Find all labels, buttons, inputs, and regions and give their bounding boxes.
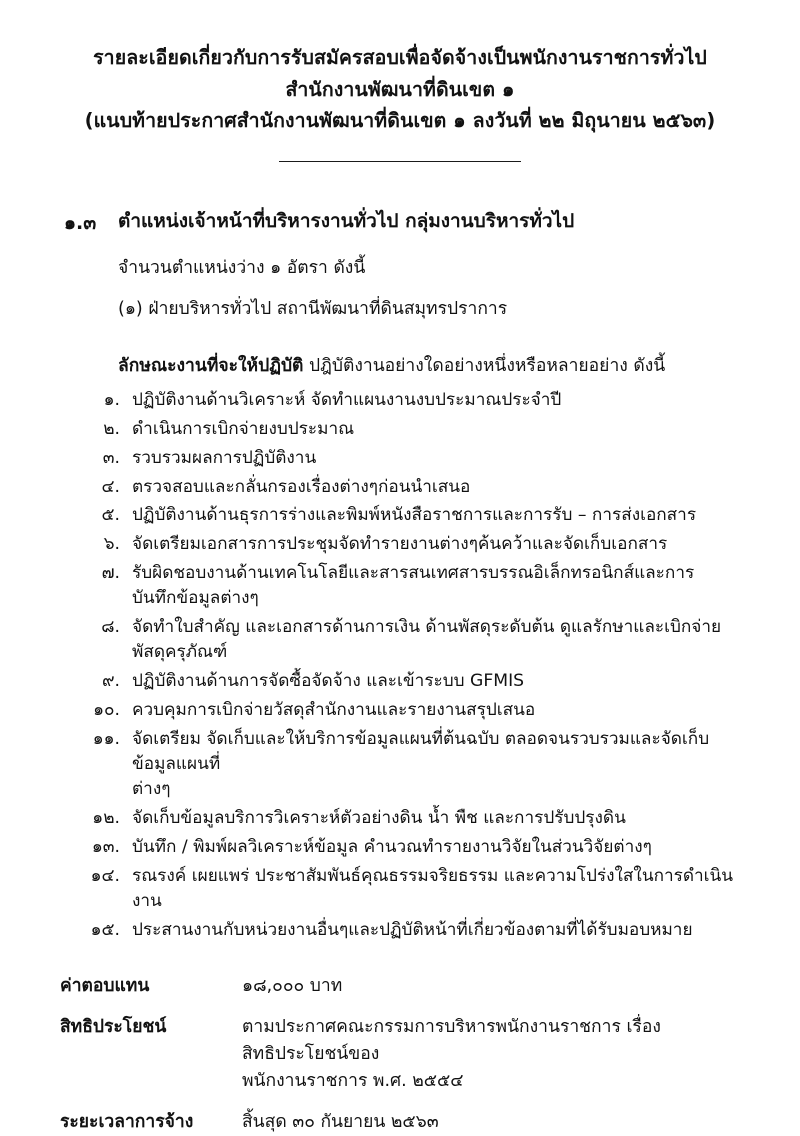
- detail-value-line-1: สิ้นสุด ๓๐ กันยายน ๒๕๖๓: [242, 1112, 439, 1133]
- duty-number: ๔.: [101, 476, 120, 497]
- duty-item: [56, 532, 744, 557]
- duty-text-line-1: รณรงค์ เผยแพร่ ประชาสัมพันธ์คุณธรรมจริยธรรม และความโปร่งใสในการดำเนินงาน: [132, 865, 734, 911]
- detail-value-line-1: ตามประกาศคณะกรรมการบริหารพนักงานราชการ เรื่อง สิทธิประโยชน์ของ: [242, 1017, 661, 1065]
- duty-item: [56, 918, 744, 943]
- duty-text-line-2: ต่างๆ: [132, 779, 171, 800]
- detail-label: ค่าตอบแทน: [60, 975, 150, 996]
- header-divider: [56, 161, 744, 162]
- duties-list: [56, 388, 744, 943]
- duty-item: [56, 864, 744, 915]
- duty-number: ๒.: [103, 419, 120, 440]
- duty-text: [132, 615, 744, 666]
- document-header: [56, 42, 744, 137]
- duty-text-line-1: จัดทำใบสำคัญ และเอกสารด้านการเงิน ด้านพัสดุระดับต้น ดูแลรักษาและเบิกจ่ายพัสดุครุภัณฑ์: [132, 616, 722, 663]
- duty-item: [56, 561, 744, 612]
- duty-item: [56, 669, 744, 694]
- detail-row: [60, 1109, 744, 1136]
- duty-text-line-1: จัดเก็บข้อมูลบริการวิเคราะห์ตัวอย่างดิน น้ำ พืช และการปรับปรุงดิน: [132, 807, 626, 828]
- horizontal-rule: [279, 161, 521, 162]
- section-subinfo: [118, 255, 744, 323]
- header-title-line-3: (แนบท้ายประกาศสำนักงานพัฒนาที่ดินเขต ๑ ลงวันที่ ๒๒ มิถุนายน ๒๕๖๓): [84, 109, 716, 133]
- duty-text: [132, 561, 744, 612]
- duty-number: ๑๔.: [90, 865, 120, 886]
- detail-value-line-2: พนักงานราชการ พ.ศ. ๒๕๕๔: [242, 1070, 464, 1091]
- duty-text-line-1: จัดเตรียม จัดเก็บและให้บริการข้อมูลแผนที่ต้นฉบับ ตลอดจนรวบรวมและจัดเก็บข้อมูลแผนที่: [132, 728, 710, 774]
- duty-item: [56, 806, 744, 831]
- duty-number: ๑.: [103, 390, 120, 411]
- duty-text: [132, 698, 744, 723]
- duty-number: ๑๓.: [91, 836, 120, 857]
- duty-text-line-1: ควบคุมการเบิกจ่ายวัสดุสำนักงานและรายงานสรุปเสนอ: [132, 699, 536, 720]
- duty-text-line-1: รับผิดชอบงานด้านเทคโนโลยีและสารสนเทศสารบรรณอิเล็กทรอนิกส์และการบันทึกข้อมูลต่างๆ: [132, 562, 695, 609]
- employment-details: [60, 973, 744, 1136]
- duty-text: [132, 727, 744, 803]
- duty-text-line-1: ตรวจสอบและกลั่นกรองเรื่องต่างๆก่อนนำเสนอ: [132, 476, 471, 497]
- duty-text-line-1: ปฏิบัติงานด้านการจัดซื้อจัดจ้าง และเข้าระบบ GFMIS: [132, 671, 525, 692]
- duties-heading-rest: ปฎิบัติงานอย่างใดอย่างหนึ่งหรือหลายอย่าง ดังนี้: [303, 355, 666, 376]
- duty-text-line-1: ปฏิบัติงานด้านวิเคราะห์ จัดทำแผนงานงบประมาณประจำปี: [132, 390, 562, 411]
- duty-number: ๑๑.: [92, 728, 120, 749]
- duty-item: [56, 835, 744, 860]
- duty-number: ๙.: [101, 671, 120, 692]
- detail-value: [242, 1014, 744, 1094]
- duty-text: [132, 446, 744, 471]
- duty-text: [132, 835, 744, 860]
- detail-value-line-1: ๑๘,๐๐๐ บาท: [242, 975, 343, 996]
- duty-text-line-1: รวบรวมผลการปฏิบัติงาน: [132, 447, 317, 468]
- duty-number: ๕.: [101, 505, 120, 526]
- duty-text-line-1: จัดเตรียมเอกสารการประชุมจัดทำรายงานต่างๆค้นคว้าและจัดเก็บเอกสาร: [132, 534, 668, 555]
- duty-item: [56, 698, 744, 723]
- duty-text-line-1: ประสานงานกับหน่วยงานอื่นๆและปฏิบัติหน้าที่เกี่ยวข้องตามที่ได้รับมอบหมาย: [132, 919, 693, 940]
- duty-item: [56, 727, 744, 803]
- detail-row: [60, 973, 744, 1000]
- duty-text: [132, 503, 744, 528]
- duty-number: ๖.: [103, 534, 120, 555]
- duty-number: ๘.: [101, 616, 120, 637]
- unit-location-line: (๑) ฝ่ายบริหารทั่วไป สถานีพัฒนาที่ดินสมุทรปราการ: [118, 298, 508, 319]
- duty-number: ๑๐.: [93, 699, 120, 720]
- duty-item: [56, 475, 744, 500]
- duty-number: ๑๕.: [90, 919, 120, 940]
- duty-text: [132, 669, 744, 694]
- vacancy-count-line: จำนวนตำแหน่งว่าง ๑ อัตรา ดังนี้: [118, 257, 366, 278]
- detail-label: ระยะเวลาการจ้าง: [60, 1112, 194, 1133]
- duties-heading: [118, 353, 744, 379]
- detail-label: สิทธิประโยชน์: [60, 1017, 167, 1038]
- duty-text: [132, 388, 744, 413]
- duties-heading-label: ลักษณะงานที่จะให้ปฏิบัติ: [118, 355, 304, 376]
- duty-text: [132, 475, 744, 500]
- duty-text-line-1: บันทึก / พิมพ์ผลวิเคราะห์ข้อมูล คำนวณทำรายงานวิจัยในส่วนวิจัยต่างๆ: [132, 836, 652, 857]
- duty-item: [56, 446, 744, 471]
- duty-item: [56, 615, 744, 666]
- detail-row: [60, 1014, 744, 1094]
- duty-number: ๗.: [101, 562, 120, 583]
- duty-item: [56, 417, 744, 442]
- duty-number: ๑๒.: [92, 807, 120, 828]
- header-title-line-1: รายละเอียดเกี่ยวกับการรับสมัครสอบเพื่อจัดจ้างเป็นพนักงานราชการทั่วไป: [93, 46, 707, 69]
- detail-value: [242, 1109, 744, 1136]
- duty-text: [132, 864, 744, 915]
- duty-item: [56, 503, 744, 528]
- duty-text-line-1: ดำเนินการเบิกจ่ายงบประมาณ: [132, 419, 355, 440]
- duty-text: [132, 417, 744, 442]
- duty-text: [132, 918, 744, 943]
- duty-item: [56, 388, 744, 413]
- detail-value: [242, 973, 744, 1000]
- section-title: ตำแหน่งเจ้าหน้าที่บริหารงานทั่วไป กลุ่มงานบริหารทั่วไป: [118, 209, 575, 232]
- header-title-line-2: สำนักงานพัฒนาที่ดินเขต ๑: [285, 77, 515, 101]
- duty-number: ๓.: [102, 447, 120, 468]
- duty-text: [132, 806, 744, 831]
- duty-text-line-1: ปฏิบัติงานด้านธุรการร่างและพิมพ์หนังสือราชการและการรับ – การส่งเอกสาร: [132, 505, 697, 526]
- section-heading: [64, 208, 744, 238]
- section-number: ๑.๓: [64, 211, 97, 234]
- duty-text: [132, 532, 744, 557]
